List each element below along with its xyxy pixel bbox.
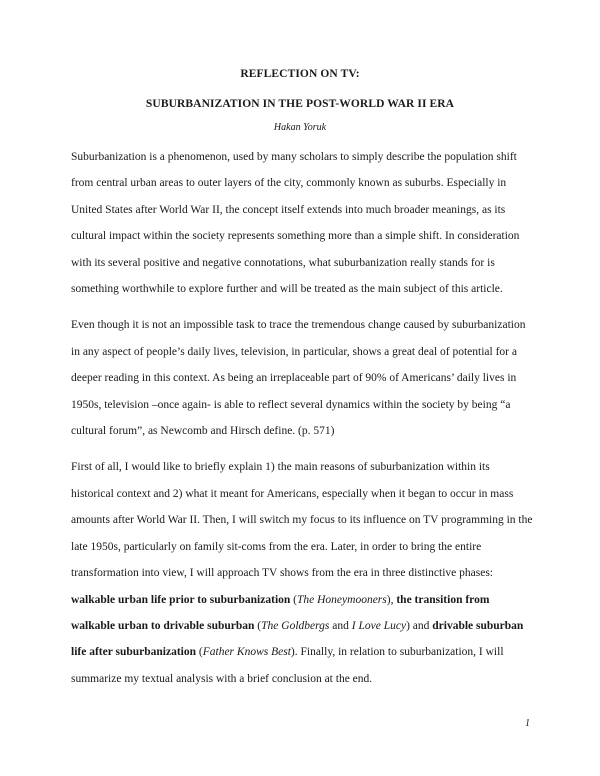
paragraph-1: Suburbanization is a phenomenon, used by many scholars to simply describe the population shift from central urban areas to outer layers of the city, commonly known as suburbs. Especially in United States after World War II, the concept itself extends into much broader meanings, as its cultural impact within the society represents something more than a simple shift. In consideration with its several positive and negative connotations, what suburbanization really stands for is something worthwhile to explore further and will be treated as the main subject of this article. — [71, 151, 520, 296]
page-number: 1 — [525, 718, 530, 729]
show-title: The Honeymooners — [297, 593, 387, 606]
bold-phrase: drivable suburban life after suburbanization — [71, 619, 524, 659]
show-title: The Goldbergs — [261, 619, 330, 632]
text-run: ), — [386, 593, 397, 606]
text-run: ( — [290, 593, 297, 606]
show-title: I Love Lucy — [351, 619, 407, 632]
text-run: ). Finally, in relation to suburbanization, I will summarize my textual analysis with a brief conclusion at the end. — [71, 646, 504, 685]
text-run: ( — [254, 619, 262, 632]
text-run: ) and — [406, 619, 433, 632]
text-run: and — [329, 619, 352, 632]
paragraph-3 — [71, 454, 533, 692]
author-name: Hakan Yoruk — [273, 122, 327, 133]
bold-phrase: walkable urban life prior to suburbanization — [71, 593, 291, 606]
text-run: First of all, I would like to briefly explain 1) the main reasons of suburbanization within its historical context and 2) what it meant for Americans, especially when it began to occur in mass amounts after World War II. Then, I will switch my focus to its influence on TV programming in the late 1950s, particularly on family sit-coms from the era. Later, in order to bring the entire transformation into view, I will approach TV shows from the era in three distinctive phases: — [71, 461, 533, 580]
title-line-1: REFLECTION ON TV: — [240, 68, 360, 80]
paragraph-2: Even though it is not an impossible task to trace the tremendous change caused by suburbanization in any aspect of people’s daily lives, television, in particular, shows a great deal of potential for a deeper reading in this context. As being an irreplaceable part of 90% of Americans’ daily lives in 1950s, television –once again- is able to reflect several dynamics within the society by being “a cultural forum”, as Newcomb and Hirsch define. (p. 571) — [71, 319, 526, 438]
bold-phrase: the transition from walkable urban to drivable suburban — [71, 593, 490, 632]
title-line-2: SUBURBANIZATION IN THE POST-WORLD WAR II ERA — [145, 98, 455, 110]
body-text — [71, 144, 533, 692]
text-run: ( — [196, 646, 203, 659]
show-title: Father Knows Best — [202, 646, 291, 659]
